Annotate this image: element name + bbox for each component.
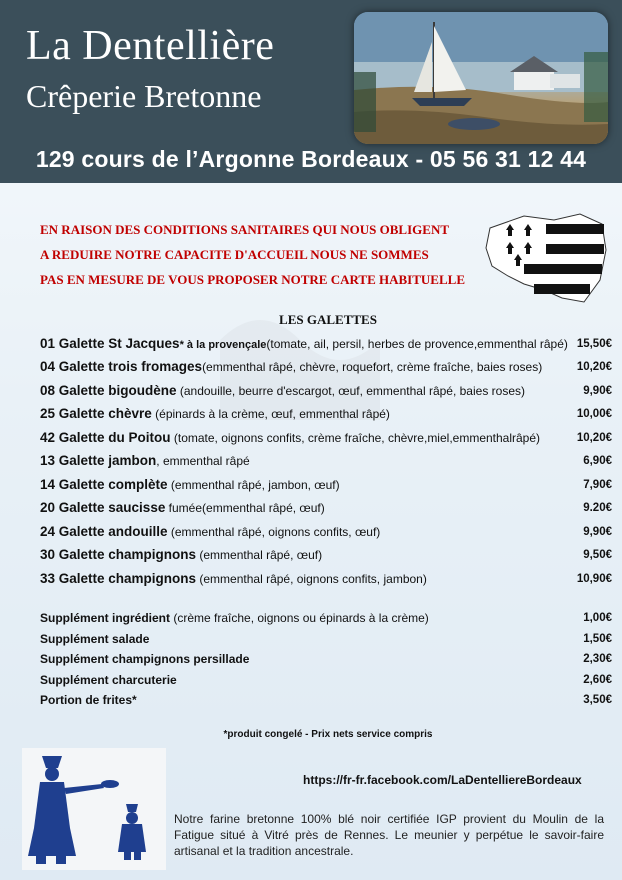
header-banner	[0, 0, 622, 183]
restaurant-title: La Dentellière	[26, 23, 275, 69]
sanitary-notice	[40, 217, 510, 292]
item-name: 42 Galette du Poitou	[40, 429, 171, 445]
item-price: 10,00€	[576, 408, 612, 421]
item-price: 10,20€	[576, 361, 612, 374]
item-price: 9,90€	[583, 525, 612, 538]
menu-item	[40, 497, 612, 521]
item-desc: (emmenthal râpé, jambon, œuf)	[167, 477, 340, 492]
menu-item	[40, 520, 612, 544]
item-name: 04 Galette trois fromages	[40, 359, 203, 375]
supplement-desc: (crème fraîche, oignons ou épinards à la crème)	[170, 611, 429, 626]
item-name: 20 Galette saucisse	[40, 500, 166, 516]
notice-line: PAS EN MESURE DE VOUS PROPOSER NOTRE CARTE HABITUELLE	[40, 272, 465, 287]
item-desc: (emmenthal râpé, chèvre, roquefort, crème fraîche, baies roses)	[202, 360, 543, 375]
menu-item	[40, 544, 612, 568]
supplement-label: Supplément salade	[40, 631, 150, 646]
facebook-link[interactable]: https://fr-fr.facebook.com/LaDentelliereBordeaux	[303, 773, 582, 787]
item-desc: (emmenthal râpé, œuf)	[196, 548, 323, 563]
notice-line: EN RAISON DES CONDITIONS SANITAIRES QUI NOUS OBLIGENT	[40, 222, 449, 237]
item-name: 24 Galette andouille	[40, 523, 168, 539]
menu-item	[40, 403, 612, 427]
supplement-label: Supplément charcuterie	[40, 672, 177, 687]
item-price: 9,90€	[583, 384, 612, 397]
item-name: 30 Galette champignons	[40, 547, 197, 563]
supplement-price: 1,00€	[583, 612, 612, 625]
item-desc: (andouille, beurre d'escargot, œuf, emmenthal râpé, baies roses)	[176, 383, 525, 398]
supplement-label: Portion de frites*	[40, 693, 137, 708]
address-phone: 129 cours de l’Argonne Bordeaux - 05 56 31 12 44	[35, 146, 587, 172]
item-price: 15,50€	[576, 337, 612, 350]
item-name: 01 Galette St Jacques	[40, 335, 180, 351]
supplement-price: 1,50€	[583, 632, 612, 645]
about-text: Notre farine bretonne 100% blé noir certifiée IGP provient du Moulin de la Fatigue situé à Vitré près de Rennes. Le meunier y perpétue le savoir-faire artisanal et la tradition ancestrale.	[174, 812, 604, 858]
supplement-item	[40, 629, 612, 650]
menu-item	[40, 473, 612, 497]
supplement-label: Supplément ingrédient	[40, 611, 171, 626]
footnote: *produit congelé - Prix nets service compris	[223, 729, 433, 740]
restaurant-subtitle: Crêperie Bretonne	[26, 78, 262, 114]
supplement-price: 2,30€	[583, 653, 612, 666]
galettes-menu	[40, 332, 612, 591]
supplement-item	[40, 649, 612, 670]
item-name: 13 Galette jambon	[40, 453, 157, 469]
item-desc: , emmenthal râpé	[156, 454, 250, 469]
item-price: 10,20€	[576, 431, 612, 444]
section-title: LES GALETTES	[279, 312, 377, 327]
supplement-item	[40, 670, 612, 691]
supplements-list	[40, 608, 612, 711]
item-name: 08 Galette bigoudène	[40, 382, 177, 398]
menu-item	[40, 426, 612, 450]
supplement-item	[40, 608, 612, 629]
breton-flag-map-icon	[484, 210, 608, 306]
notice-line: A REDUIRE NOTRE CAPACITE D'ACCUEIL NOUS NE SOMMES	[40, 247, 429, 262]
item-price: 6,90€	[583, 455, 612, 468]
supplement-item	[40, 690, 612, 711]
menu-item	[40, 356, 612, 380]
harbor-photo	[354, 12, 608, 144]
item-name: 14 Galette complète	[40, 476, 168, 492]
menu-item	[40, 567, 612, 591]
menu-item	[40, 379, 612, 403]
menu-item	[40, 450, 612, 474]
item-price: 7,90€	[583, 478, 612, 491]
item-price: 9,50€	[583, 549, 612, 562]
item-desc: (tomate, ail, persil, herbes de provence,emmenthal râpé)	[266, 336, 568, 351]
supplement-price: 3,50€	[583, 694, 612, 707]
item-name: 33 Galette champignons	[40, 570, 197, 586]
item-price: 10,90€	[576, 572, 612, 585]
supplement-label: Supplément champignons persillade	[40, 652, 250, 667]
item-desc: (épinards à la crème, œuf, emmenthal râpé)	[151, 407, 390, 422]
item-desc: (emmenthal râpé, oignons confits, œuf)	[167, 524, 381, 539]
item-name: 25 Galette chèvre	[40, 406, 152, 422]
harbor-painting-image	[354, 12, 608, 144]
item-price: 9.20€	[583, 502, 612, 515]
menu-item	[40, 332, 612, 356]
item-desc: fumée(emmenthal râpé, œuf)	[165, 501, 325, 516]
item-extra: * à la provençale	[179, 338, 267, 351]
item-desc: (tomate, oignons confits, crème fraîche, chèvre,miel,emmenthalrâpé)	[170, 430, 541, 445]
supplement-price: 2,60€	[583, 673, 612, 686]
breton-dancers-illustration	[22, 748, 166, 870]
item-desc: (emmenthal râpé, oignons confits, jambon)	[196, 571, 427, 586]
